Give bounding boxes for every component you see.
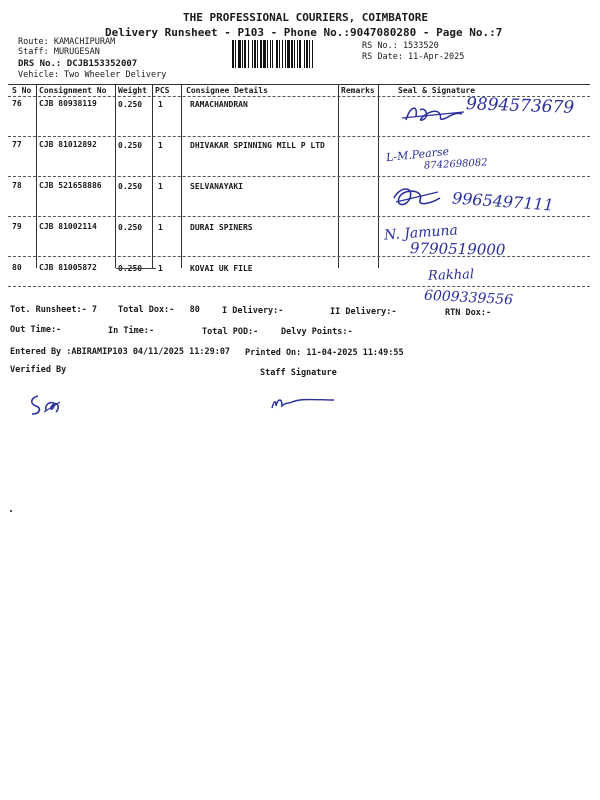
verifier-signature-icon [26,392,66,418]
rs-date: RS Date: 11-Apr-2025 [362,52,465,62]
row-weight: 0.250 [118,100,143,109]
row-pcs: 1 [158,223,163,232]
table-top-border [8,84,590,85]
i-delivery: I Delivery:- [222,306,284,316]
runsheet-title: Delivery Runsheet - P103 - Phone No.:9047080280 - Page No.:7 [105,26,503,39]
rs-number: RS No.: 1533520 [362,41,439,51]
handwritten-phone: 9965497111 [451,188,555,215]
row-sno: 79 [12,222,22,231]
row-consignee: SELVANAYAKI [190,182,243,191]
total-dox: Total Dox:- 80 [118,305,200,315]
strike-line [116,268,156,269]
handwritten-phone: 9894573679 [465,94,575,118]
col-header-weight: Weight [118,86,147,95]
col-header-sno: S No [12,86,32,95]
row-consignee: RAMACHANDRAN [190,100,248,109]
row-separator [8,136,590,137]
drs-value: DCJB153352007 [66,59,138,69]
col-header-consignment: Consignment No [39,86,107,95]
row-separator [8,176,590,177]
row-sno: 76 [12,99,22,108]
drs-number [18,59,137,69]
col-header-seal-signature: Seal & Signature [398,86,476,95]
row-consignment: CJB 81005872 [39,263,97,272]
tot-runsheet: Tot. Runsheet:- 7 [10,305,97,315]
row-weight: 0.250 [118,264,143,273]
row-consignment: CJB 80938119 [39,99,97,108]
row-consignment: CJB 521658886 [39,181,102,190]
vehicle: Vehicle: Two Wheeler Delivery [18,70,167,80]
handwritten-phone: 9790519000 [409,239,506,259]
company-name: THE PROFESSIONAL COURIERS, COIMBATORE [183,11,429,24]
entered-by: Entered By :ABIRAMIP103 04/11/2025 11:29:07 [10,347,231,357]
handwritten-phone: 8742698082 [423,157,488,172]
signature-scribble-icon [400,98,470,128]
handwritten-name: N. Jamuna [383,222,459,244]
row-weight: 0.250 [118,141,143,150]
row-consignee: DHIVAKAR SPINNING MILL P LTD [190,141,325,150]
staff: Staff: MURUGESAN [18,47,100,57]
drs-label: DRS No.: [18,59,62,69]
out-time: Out Time:- [10,325,62,335]
route: Route: KAMACHIPURAM [18,37,116,47]
row-pcs: 1 [158,100,163,109]
verified-by-label: Verified By [10,365,67,375]
handwritten-phone: 6009339556 [423,287,514,309]
handwritten-name: L-M.Pearse [385,144,450,165]
row-weight: 0.250 [118,223,143,232]
row-pcs: 1 [158,182,163,191]
page-speck [10,510,12,512]
barcode-image [230,40,350,68]
row-pcs: 1 [158,141,163,150]
in-time: In Time:- [108,326,155,336]
printed-on: Printed On: 11-04-2025 11:49:55 [245,348,404,358]
col-header-pcs: PCS [155,86,170,95]
rtn-dox: RTN Dox:- [445,308,492,318]
row-separator [8,216,590,217]
col-header-consignee: Consignee Details [186,86,268,95]
handwritten-name: Rakhal [427,267,475,284]
row-sno: 77 [12,140,22,149]
row-consignee: DURAI SPINERS [190,223,253,232]
staff-signature-label: Staff Signature [260,368,337,378]
row-consignment: CJB 81012892 [39,140,97,149]
row-weight: 0.250 [118,182,143,191]
ii-delivery: II Delivery:- [330,307,397,317]
delvy-points: Delvy Points:- [281,327,353,337]
row-pcs: 1 [158,264,163,273]
row-sno: 80 [12,263,22,272]
row-consignee: KOVAI UK FILE [190,264,253,273]
total-pod: Total POD:- [202,327,259,337]
table-bottom-border [8,286,590,287]
col-header-remarks: Remarks [341,86,375,95]
row-sno: 78 [12,181,22,190]
signature-scribble-icon [390,184,446,212]
staff-signature-icon [268,392,338,412]
row-consignment: CJB 81002114 [39,222,97,231]
